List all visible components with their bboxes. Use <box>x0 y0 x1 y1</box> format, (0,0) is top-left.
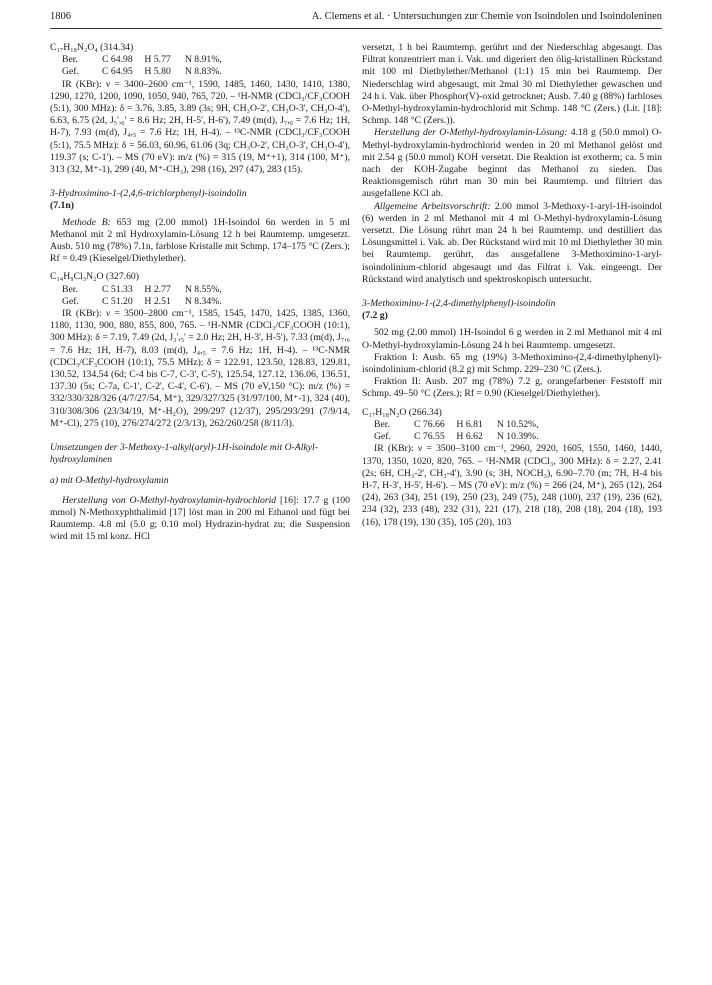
analysis-2 <box>50 284 350 308</box>
reaction-paragraph: 502 mg (2.00 mmol) 1H-Isoindol 6 g werden in 2 ml Methanol mit 4 ml O-Methyl-hydroxylamin-Lösung 24 h bei Raumtemp. umgesetzt. <box>362 327 662 351</box>
spectra-3: IR (KBr): ν = 3500–3100 cm⁻¹, 2960, 2920, 1605, 1550, 1460, 1440, 1370, 1350, 1020, 820, 765. – ¹H-NMR (CDCl₃, 300 MHz): δ = 2.27, 2.41 (2s; 6H, CH₃-2', CH₃-4'), 3.90 (s; 3H, NOCH₃), 6.90–7.70 (m; 7H, H-4 bis H-7, H-3', H-5', H-6'). – MS (70 eV): m/z (%) = 266 (24, M⁺), 265 (12), 264 (24), 263 (34), 251 (19), 250 (23), 249 (75), 248 (100), 237 (19), 236 (62), 234 (32), 233 (48), 232 (31), 221 (17), 218 (18), 208 (18), 204 (18), 193 (16), 178 (19), 130 (35), 105 (20), 103 <box>362 443 662 528</box>
formula-2: C₁₄H₉Cl₃N₂O (327.60) <box>50 271 140 283</box>
formula-3: C₁₇H₁₈N₂O (266.34) <box>362 406 442 418</box>
method-b-paragraph: Methode B: 653 mg (2.00 mmol) 1H-Isoindol 6n werden in 5 ml Methanol mit 2 ml Hydroxylamin-Lösung 12 h bei Raumtemp. umgesetzt. Ausb. 510 mg (78%) 7.1n, farblose Kristalle mit Schmp. 174–175 °C (Zers.); Rf = 0.49 (Kieselgel/Diethylether). <box>50 216 350 265</box>
gef-row-2: Gef. C 51.20 H 2.51 N 8.34%. <box>62 295 222 307</box>
ber-row-3: Ber. C 76.66 H 6.81 N 10.52%, <box>374 418 539 430</box>
spectra-1: IR (KBr): ν = 3400–2600 cm⁻¹, 1590, 1485, 1460, 1430, 1410, 1380, 1290, 1270, 1200, 1090, 1050, 940, 765, 720. – ¹H-NMR (CDCl₃/CF₃COOH (5:1), 300 MHz): δ = 3.76, 3.85, 3.89 (3s; 9H, CH₃O-2', CH₃O-3', CH₃O-4'), 6.63, 6.75 (2d, J₅',₆' = 8.6 Hz; 2H, H-5', H-6'), 7.49 (m(d), J₇,₆ = 7.6 Hz; 1H, H-7), 7.93 (m(d), J₄,₅ = 7.6 Hz; 1H, H-4). – ¹³C-NMR (CDCl₃/CF₃COOH (5:1), 75.5 MHz): δ = 56.03, 60.96, 61.06 (3q; CH₃O-2', CH₃O-3', CH₃O-4'), 119.37 (s; C-1'). – MS (70 eV): m/z (%) = 315 (19, M⁺+1), 314 (100, M⁺), 313 (32, M⁺-1), 299 (40, M⁺-CH₃), 298 (16), 297 (47), 283 (15). <box>50 78 350 176</box>
sub-heading: a) mit O-Methyl-hydroxylamin <box>50 474 169 486</box>
running-header <box>50 8 662 29</box>
section-heading: Umsetzungen der 3-Methoxy-1-alkyl(aryl)-1H-isoindole mit O-Alkyl-hydroxylaminen <box>50 442 318 466</box>
prep-paragraph: Herstellung von O-Methyl-hydroxylamin-hydrochlorid [16]: 17.7 g (100 mmol) N-Methoxyphthalimid [17] löst man in 200 ml Ethanol und fügt bei Raumtemp. 4.8 ml (5.0 g; 0.10 mol) Hydrazin-hydrat zu; die Suspension wird mit 15 ml konz. HCl <box>50 494 350 543</box>
fraction-1: Fraktion I: Ausb. 65 mg (19%) 3-Methoximino-(2,4-dimethylphenyl)-isoindolinium-chlorid (8.2 g) mit Schmp. 229–230 °C (Zers.). <box>362 351 662 376</box>
ber-row-1: Ber. C 64.98 H 5.77 N 8.91%, <box>62 54 222 66</box>
continuation-paragraph: versetzt, 1 h bei Raumtemp. gerührt und der Niederschlag abgesaugt. Das Filtrat konzentriert man i. Vak. und digeriert den ölig-kristallinen Rückstand mit 100 ml Diethylether/Methanol (1:1) 15 min bei Raumtemp. Der Niederschlag wird abgesaugt, mit 2mal 30 ml Diethylether gewaschen und 24 h i. Vak. über Phosphor(V)-oxid getrocknet; Ausb. 7.40 g (88%) farbloses O-Methyl-hydroxylamin-hydrochlorid mit Schmp. 148 °C (Zers.) (Lit. [18]: Schmp. 148 °C (Zers.)). <box>362 42 662 127</box>
compound-heading-7-2g: 3-Methoximino-1-(2,4-dimethylphenyl)-isoindolin (7.2 g) <box>362 298 556 322</box>
left-column <box>50 42 350 978</box>
compound-heading-7-1n: 3-Hydroximino-1-(2,4,6-trichlorphenyl)-isoindolin (7.1n) <box>50 188 247 212</box>
analysis-3 <box>362 419 662 443</box>
right-column <box>362 42 662 978</box>
analysis-1 <box>50 54 350 78</box>
spectra-2: IR (KBr): ν = 3500–2800 cm⁻¹, 1585, 1545, 1470, 1425, 1385, 1360, 1180, 1130, 900, 880, 855, 800, 765. – ¹H-NMR (CDCl₃/CF₃COOH (10:1), 300 MHz): δ = 7.19, 7.49 (2d, J₃',₅' = 2.0 Hz; 2H, H-3', H-5'), 7.33 (m(d), J₇,₆ = 7.6 Hz; 1H, H-7), 8.03 (m(d), J₄,₅ = 7.6 Hz; 1H, H-4). – ¹³C-NMR (CDCl₃/CF₃COOH (10:1), 75.5 MHz): δ = 122.91, 123.50, 128.83, 129.81, 130.52, 134.54 (6d; C-4 bis C-7, C-3', C-5'), 125.54, 127.12, 136.06, 136.51, 137.30 (5s; C-7a, C-1', C-2', C-4', C-6'). – MS (70 eV,150 °C): m/z (%) = 332/330/328/326 (4/7/27/54, M⁺), 329/327/325 (31/97/100, M⁺-1), 324 (40), 310/308/306 (23/34/19, M⁺-H₂O), 299/297 (12/37), 295/293/291 (7/9/14, M⁺-Cl), 275 (10), 276/274/272 (2/3/13), 262/260/258 (8/11/3). <box>50 308 350 429</box>
gef-row-3: Gef. C 76.55 H 6.62 N 10.39%. <box>374 431 539 443</box>
formula-1: C₁₇H₁₈N₂O₄ (314.34) <box>50 42 134 53</box>
fraction-2: Fraktion II: Ausb. 207 mg (78%) 7.2 g, orangefarbener Feststoff mit Schmp. 49–50 °C (Zers.); Rf = 0.90 (Kieselgel/Diethylether). <box>362 376 662 400</box>
running-title: A. Clemens et al. · Untersuchungen zur Chemie von Isoindolen und Isoindoleninen <box>311 11 662 22</box>
general-procedure-paragraph: Allgemeine Arbeitsvorschrift: 2.00 mmol 3-Methoxy-1-aryl-1H-isoindol (6) werden in 2 ml Methanol mit 4 ml O-Methyl-hydroxylamin-Lösung versetzt. Die Lösung rührt man 24 h bei Raumtemp. und destilliert das Lösungsmittel i. Vak. ab. Der Rückstand wird mit 10 ml Diethylether 30 min bei Raumtemp. gerührt, das ausgefallene 3-Methoximino-1-aryl-isoindolinium-chlorid abgesaugt und das Filtrat i. Vak. eingeengt. Der Rückstand wird analytisch und spektroskopisch untersucht. <box>362 200 662 285</box>
ber-row-2: Ber. C 51.33 H 2.77 N 8.55%, <box>62 283 222 295</box>
solution-paragraph: Herstellung der O-Methyl-hydroxylamin-Lösung: 4.18 g (50.0 mmol) O-Methyl-hydroxylamin-hydrochlorid werden in 20 ml Methanol gelöst und mit 2.54 g (50.0 mmol) KOH versetzt. Die Reaktion ist exotherm; ca. 5 min nach der KOH-Zugabe beginnt das Methanol zu sieden. Das Reaktionsgemisch rührt man 30 min bei Raumtemp. und filtriert das ausgefallene KCl ab. <box>362 127 662 200</box>
page-number: 1806 <box>50 11 71 22</box>
gef-row-1: Gef. C 64.95 H 5.80 N 8.83%. <box>62 66 222 78</box>
